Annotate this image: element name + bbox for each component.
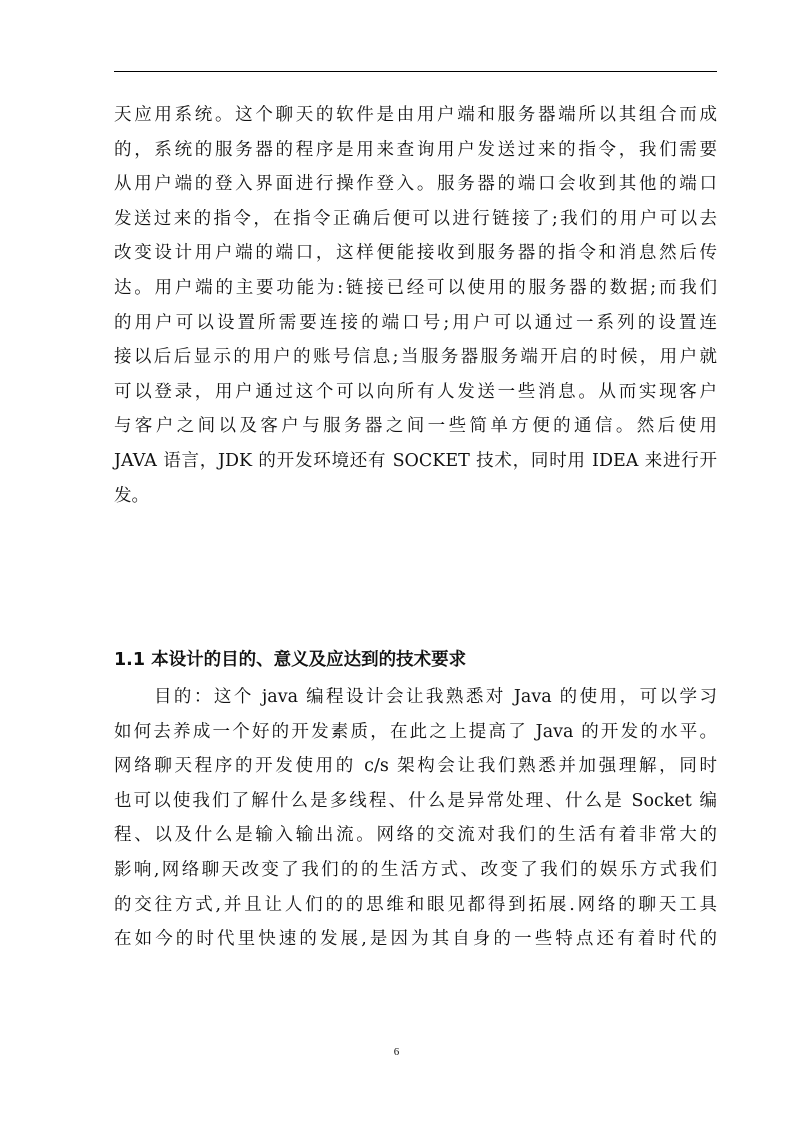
text-line: 如何去养成一个好的开发素质，在此之上提高了 Java 的开发的水平。 bbox=[114, 721, 717, 742]
text-line: 的用户可以设置所需要连接的端口号;用户可以通过一系列的设置连 bbox=[114, 312, 717, 333]
section-heading: 1.1 本设计的目的、意义及应达到的技术要求 bbox=[114, 650, 467, 670]
text-line: 影响,网络聊天改变了我们的的生活方式、改变了我们的娱乐方式我们 bbox=[114, 859, 717, 880]
text-line: 可以登录，用户通过这个可以向所有人发送一些消息。从而实现客户 bbox=[114, 381, 717, 402]
text-line: 达。用户端的主要功能为:链接已经可以使用的服务器的数据;而我们 bbox=[114, 277, 717, 298]
text-line: 接以后后显示的用户的账号信息;当服务器服务端开启的时候，用户就 bbox=[114, 347, 717, 368]
text-line: 也可以使我们了解什么是多线程、什么是异常处理、什么是 Socket 编 bbox=[114, 790, 717, 811]
text-line: JAVA 语言，JDK 的开发环境还有 SOCKET 技术，同时用 IDEA 来进行开 bbox=[114, 450, 717, 471]
page-number: 6 bbox=[393, 1046, 400, 1058]
text-line: 在如今的时代里快速的发展,是因为其自身的一些特点还有着时代的 bbox=[114, 929, 717, 950]
text-line: 的，系统的服务器的程序是用来查询用户发送过来的指令，我们需要 bbox=[114, 139, 717, 160]
text-line: 与客户之间以及客户与服务器之间一些简单方便的通信。然后使用 bbox=[114, 416, 717, 437]
text-line: 发。 bbox=[114, 485, 149, 506]
text-line: 改变设计用户端的端口，这样便能接收到服务器的指令和消息然后传 bbox=[114, 243, 717, 264]
text-line: 天应用系统。这个聊天的软件是由用户端和服务器端所以其组合而成 bbox=[114, 105, 717, 125]
text-line: 程、以及什么是输入输出流。网络的交流对我们的生活有着非常大的 bbox=[114, 825, 717, 846]
paragraph-intro bbox=[114, 98, 717, 513]
paragraph-purpose bbox=[114, 680, 717, 957]
text-line: 网络聊天程序的开发使用的 c/s 架构会让我们熟悉并加强理解，同时 bbox=[114, 756, 717, 777]
header-rule bbox=[114, 71, 717, 72]
text-line: 的交往方式,并且让人们的的思维和眼见都得到拓展.网络的聊天工具 bbox=[114, 894, 717, 915]
text-line: 发送过来的指令，在指令正确后便可以进行链接了;我们的用户可以去 bbox=[114, 208, 717, 229]
text-line: 目的：这个 java 编程设计会让我熟悉对 Java 的使用，可以学习 bbox=[114, 687, 717, 707]
text-line: 从用户端的登入界面进行操作登入。服务器的端口会收到其他的端口 bbox=[114, 174, 717, 195]
